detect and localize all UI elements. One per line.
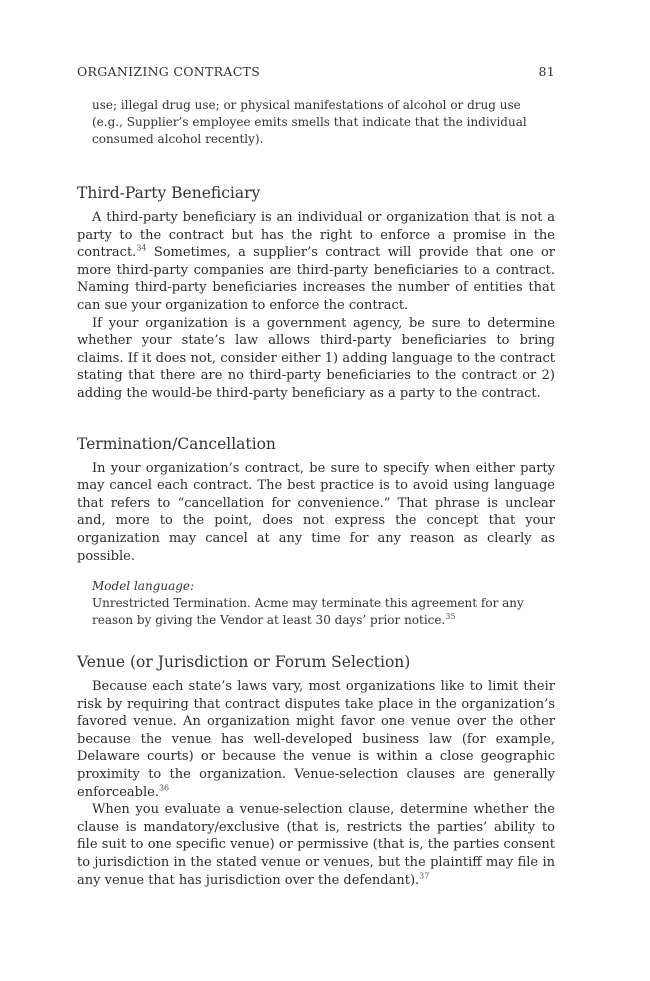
body-paragraph: A third-party beneficiary is an individual or organization that is not a party to the contract but has the right to enforce a promise in the contract.$^{34}$ Sometimes, a supplier’s contract will provide that one or more third-party companies are third-party beneficiaries to a contract. Naming third-party beneficiaries increases the number of entities that can sue your organization to enforce the contract. [77,210,555,313]
model-language-text: Unrestricted Termination. Acme may terminate this agreement for any reason by giving the Vendor at least 30 days’ prior notice.$^{35}$ [92,596,524,628]
continued-quote: use; illegal drug use; or physical manifestations of alcohol or drug use (e.g., Supplier’s employee emits smells that indicate that the individual consumed alcohol recently). [92,98,527,146]
section-heading: Venue (or Jurisdiction or Forum Selection) [77,653,411,672]
footnote-ref[interactable]: 37 [419,871,430,881]
section-venue [77,652,555,889]
page-body [77,97,555,889]
section-heading: Third-Party Beneficiary [77,184,261,202]
footnote-ref[interactable]: 35 [445,612,456,622]
footnote-ref[interactable]: 36 [158,783,170,793]
body-paragraph: If your organization is a government agency, be sure to determine whether your state’s law allows third-party beneficiaries to bring claims. If it does not, consider either 1) adding language to the contract stating that there are no third-party beneficiaries to the contract or 2) adding the would-be third-party beneficiary as a party to the contract. [77,315,555,401]
body-paragraph: When you evaluate a venue-selection clause, determine whether the clause is mandatory/exclusive (that is, restricts the parties’ ability to file suit to one specific venue) or permissive (that is, the parties consent to jurisdiction in the stated venue or venues, but the plaintiff may file in any venue that has jurisdiction over the defendant).$^{37}$ [77,802,555,888]
body-paragraph: Because each state’s laws vary, most organizations like to limit their risk by requiring that contract disputes take place in the organization’s favored venue. An organization might favor one venue over the other because the venue has well-developed business law (for example, Delaware courts) or because the venue is within a close geographic proximity to the organization. Venue-selection clauses are generally enforceable.$^{36}$ [77,679,555,800]
section-termination [77,434,555,630]
section-third-party-beneficiary [77,183,555,403]
page-number: 81 [538,64,555,79]
running-head [77,64,555,79]
body-paragraph: In your organization’s contract, be sure to specify when either party may cancel each contract. The best practice is to avoid using language that refers to “cancellation for convenience.” That phrase is unclear and, more to the point, does not express the concept that your organization may cancel at any time for any reason as clearly as possible. [77,460,555,564]
section-heading: Termination/Cancellation [77,434,276,453]
running-title: ORGANIZING CONTRACTS [77,64,261,79]
model-language-label: Model language: [92,579,195,594]
footnote-ref[interactable]: 34 [136,243,147,253]
model-language [92,578,555,629]
